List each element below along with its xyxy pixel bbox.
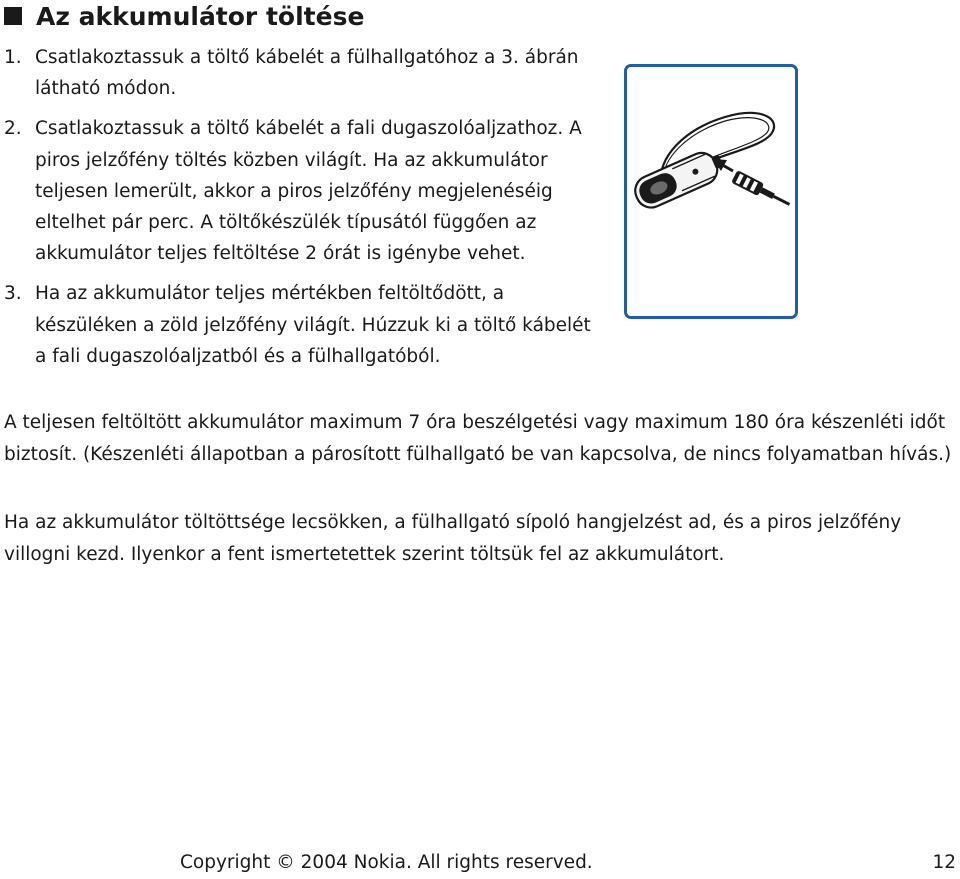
- battery-capacity-paragraph: A teljesen feltöltött akkumulátor maximum 7 óra beszélgetési vagy maximum 180 óra készenléti időt biztosít. (Készenléti állapotban a párosított fülhallgató be van kapcsolva, de nincs folyamatban hívás.): [4, 412, 952, 465]
- step-number: 1.: [4, 47, 22, 68]
- step-item: [4, 113, 594, 269]
- step-text: Ha az akkumulátor teljes mértékben feltöltődött, a készüléken a zöld jelzőfény világít. Húzzuk ki a töltő kábelét a fali dugaszolóaljzatból és a fülhallgatóból.: [35, 283, 591, 367]
- low-battery-paragraph: Ha az akkumulátor töltöttsége lecsökken, a fülhallgató sípoló hangjelzést ad, és a piros jelzőfény villogni kezd. Ilyenkor a fent ismertetettek szerint töltsük fel az akkumulátort.: [4, 512, 902, 565]
- step-item: [4, 278, 594, 372]
- step-text: Csatlakoztassuk a töltő kábelét a fali dugaszolóaljzathoz. A piros jelzőfény töltés közben világít. Ha az akkumulátor teljesen lemerült, akkor a piros jelzőfény megjelenéséig eltelhet pár perc. A töltőkészülék típusától függően az akkumulátor teljes feltöltése 2 órát is igénybe vehet.: [35, 118, 582, 265]
- heading-text: Az akkumulátor töltése: [36, 1, 365, 31]
- step-number: 3.: [4, 283, 22, 305]
- charging-steps-list: [4, 42, 594, 372]
- step-text: Csatlakoztassuk a töltő kábelét a fülhallgatóhoz a 3. ábrán látható módon.: [35, 47, 579, 100]
- page-number: 12: [932, 852, 956, 873]
- heading-bullet-icon: [4, 7, 22, 25]
- section-heading: [4, 0, 364, 32]
- figure-frame: [624, 64, 798, 319]
- step-number: 2.: [4, 118, 22, 140]
- headset-charger-illustration-icon: [627, 67, 795, 316]
- copyright-footer: Copyright © 2004 Nokia. All rights reserved.: [180, 852, 593, 873]
- step-item: [4, 42, 594, 104]
